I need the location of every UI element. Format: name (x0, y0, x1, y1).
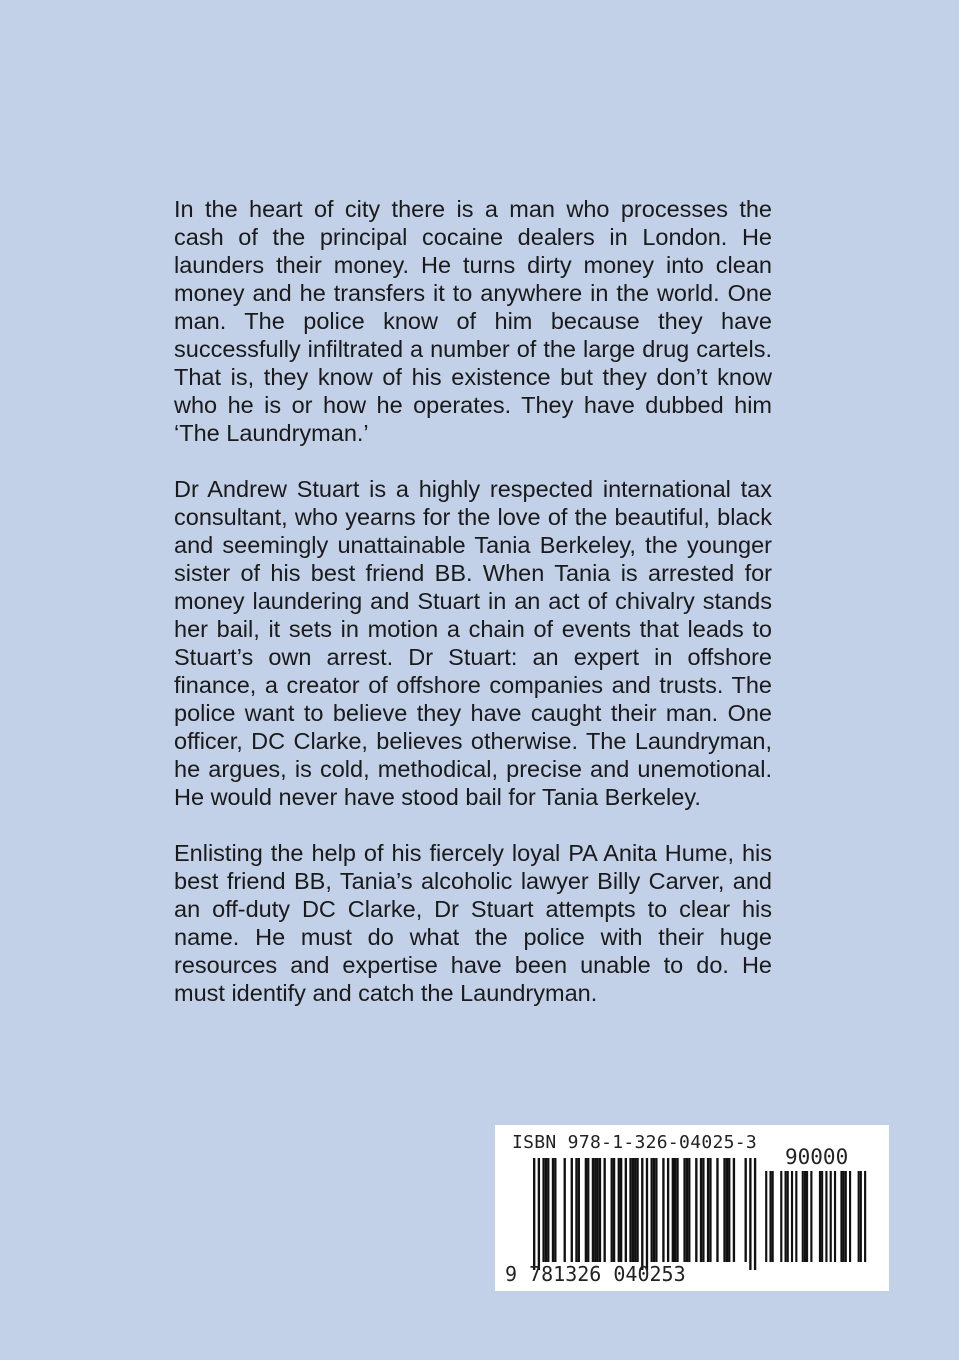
ean-digits (505, 1262, 686, 1286)
ean13-bar (629, 1158, 631, 1262)
ean13-bar (604, 1158, 606, 1262)
addon-bar (769, 1171, 771, 1262)
ean-left-digits: 781326 (529, 1262, 602, 1286)
ean13-bar (676, 1158, 678, 1262)
ean13-bar (542, 1158, 544, 1262)
ean13-bar (585, 1158, 587, 1262)
addon-bar (785, 1171, 787, 1262)
addon-bar (834, 1171, 836, 1262)
addon-bar (849, 1171, 851, 1262)
ean13-bar (688, 1158, 690, 1262)
ean13-bar (662, 1158, 664, 1262)
ean13-bar (632, 1158, 634, 1262)
blurb-paragraph-1: In the heart of city there is a man who processes the cash of the principal cocaine dealers in London. He launders their money. He turns dirty money into clean money and he transfers it to anywhere in the world. One man. The police know of him because they have successfully infiltrated a number of the large drug cartels. That is, they know of his existence but they don’t know who he is or how he operates. They have dubbed him ‘The Laundryman.’ (174, 196, 772, 446)
ean13-bar (625, 1158, 627, 1262)
addon-bar (765, 1171, 767, 1262)
ean13-bar (547, 1158, 549, 1262)
ean13-bar (611, 1158, 613, 1262)
ean13-bar (674, 1158, 676, 1262)
ean13-bar (686, 1158, 688, 1262)
addon-bar (780, 1171, 782, 1262)
addon-bar (858, 1171, 860, 1262)
blurb-paragraph-3: Enlisting the help of his fiercely loyal PA Anita Hume, his best friend BB, Tania’s alcoholic lawyer Billy Carver, and an off-duty DC Clarke, Dr Stuart attempts to clear his name. He must do what the police with their huge resources and expertise have been unable to do. He must identify and catch the Laundryman. (174, 840, 772, 1006)
ean13-bar (695, 1158, 697, 1262)
ean13-bar (749, 1158, 751, 1270)
isbn-label: ISBN 978-1-326-04025-3 (512, 1132, 758, 1153)
ean13-bar (745, 1158, 747, 1262)
ean13-bar (728, 1158, 730, 1262)
ean13-bar (709, 1158, 711, 1262)
addon-bar (795, 1171, 797, 1262)
ean13-bar (667, 1158, 669, 1262)
ean-right-digits: 040253 (613, 1262, 686, 1286)
ean13-bar (754, 1158, 756, 1270)
addon-bar (825, 1171, 827, 1262)
ean13-bar (538, 1158, 540, 1270)
ean13-bar (596, 1158, 598, 1262)
ean13-bar (592, 1158, 594, 1262)
ean13-bar (733, 1158, 735, 1262)
ean13-bar (702, 1158, 704, 1262)
addon-bar (840, 1171, 842, 1262)
ean13-bar (620, 1158, 622, 1262)
ean13-bar (594, 1158, 596, 1262)
addon-bar (772, 1171, 774, 1262)
ean13-bar (554, 1158, 556, 1262)
addon-bar (843, 1171, 845, 1262)
ean13-bar (552, 1158, 554, 1262)
addon-bar (864, 1171, 866, 1262)
addon-bar (802, 1171, 804, 1262)
ean13-bar (636, 1158, 638, 1262)
addon-bar (860, 1171, 862, 1262)
addon-bar (821, 1171, 823, 1262)
ean13-bar (587, 1158, 589, 1262)
ean13-bar (646, 1158, 648, 1270)
ean13-bar (700, 1158, 702, 1262)
ean13-bar (672, 1158, 674, 1262)
ean13-bar (533, 1158, 535, 1270)
ean13-bar (545, 1158, 547, 1262)
price-code: 90000 (785, 1145, 849, 1169)
back-cover-blurb (174, 195, 772, 1035)
addon-bar (819, 1171, 821, 1262)
ean13-bar (726, 1158, 728, 1262)
addon-bar (810, 1171, 812, 1262)
addon-bar (830, 1171, 832, 1262)
ean13-bar (613, 1158, 615, 1262)
addon-bar (804, 1171, 806, 1262)
addon-bar (806, 1171, 808, 1262)
ean13-bar (575, 1158, 577, 1262)
isbn-barcode (495, 1125, 889, 1291)
ean13-bar (634, 1158, 636, 1262)
ean13-bar (578, 1158, 580, 1262)
blurb-paragraph-2: Dr Andrew Stuart is a highly respected international tax consultant, who yearns for the love of the beautiful, black and seemingly unattainable Tania Berkeley, the younger sister of his best friend BB. When Tania is arrested for money laundering and Stuart in an act of chivalry stands her bail, it sets in motion a chain of events that leads to Stuart’s own arrest. Dr Stuart: an expert in offshore finance, a creator of offshore companies and trusts. The police want to believe they have caught their man. One officer, DC Clarke, believes otherwise. The Laundryman, he argues, is cold, methodical, precise and unemotional. He would never have stood bail for Tania Berkeley. (174, 476, 772, 810)
ean13-bar (599, 1158, 601, 1262)
addon-bar (791, 1171, 793, 1262)
ean13-bar (651, 1158, 653, 1262)
ean13-bar (655, 1158, 657, 1262)
addon-bar (787, 1171, 789, 1262)
ean-first-digit: 9 (505, 1262, 518, 1286)
ean13-bar (716, 1158, 718, 1262)
ean13-bar (683, 1158, 685, 1262)
ean13-bar (653, 1158, 655, 1262)
ean13-bar (723, 1158, 725, 1262)
ean13-bar (618, 1158, 620, 1262)
ean13-bar (564, 1158, 566, 1262)
ean13-bar (571, 1158, 573, 1262)
addon-bar (845, 1171, 847, 1262)
ean13-bar (707, 1158, 709, 1262)
ean13-bar (641, 1158, 643, 1270)
